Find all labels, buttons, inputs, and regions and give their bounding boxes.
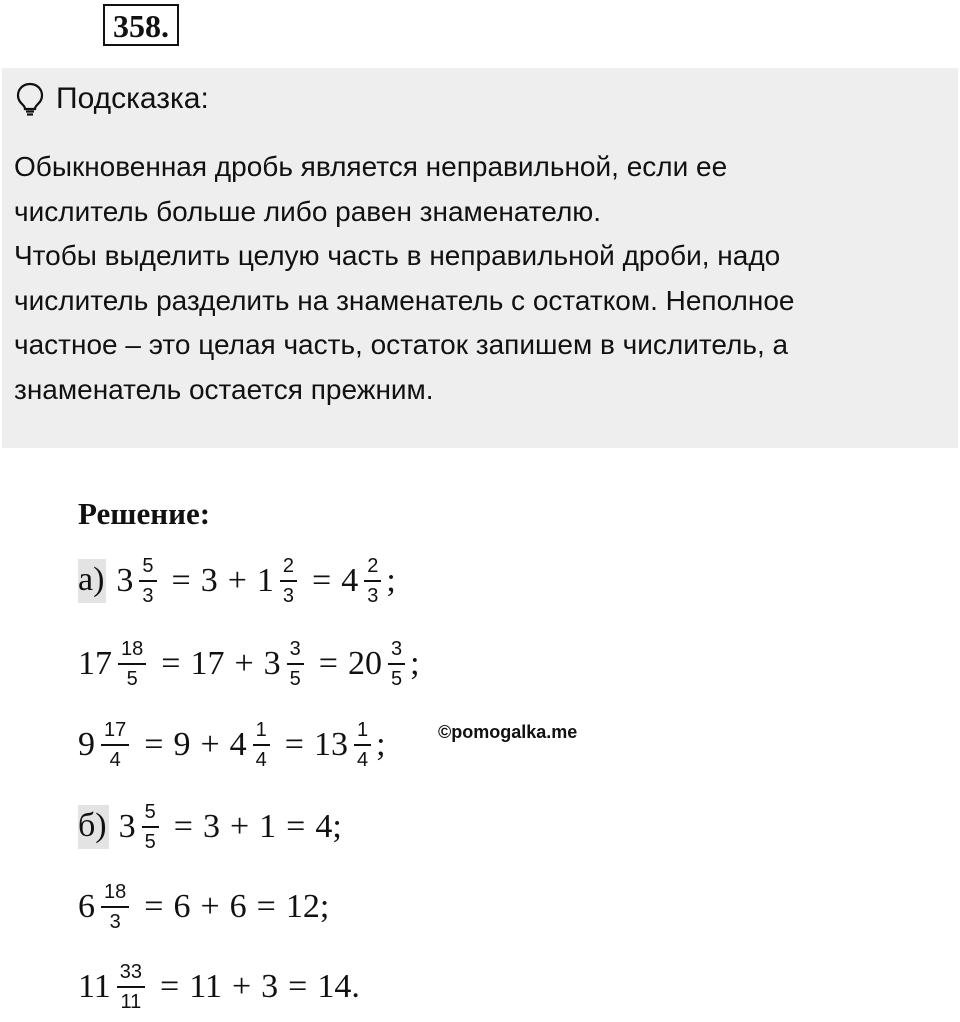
solution-title: Решение: [78,496,211,531]
equals-sign: = [171,562,191,599]
numerator: 33 [117,962,145,988]
denominator: 5 [390,668,403,690]
equals-sign: = [144,726,164,763]
denominator: 4 [255,749,267,771]
denominator: 3 [282,585,295,607]
numerator: 3 [287,639,304,665]
numerator: 1 [354,720,371,746]
result: 14 [317,968,352,1005]
numerator: 18 [118,639,146,665]
fraction [142,802,159,852]
numerator: 5 [142,802,159,828]
denominator: 5 [289,668,301,690]
denominator: 5 [126,668,138,690]
fraction [287,639,304,689]
numerator: 5 [139,556,156,582]
numerator: 3 [388,639,405,665]
watermark: ©pomogalka.me [438,722,578,742]
fraction [101,882,129,932]
term: 1 [259,808,277,845]
fraction [118,639,146,689]
hint-title: Подсказка: [56,82,209,115]
hint-box [2,68,958,448]
integer-part: 3 [200,562,218,599]
fraction [253,720,270,770]
equation-a1 [78,546,396,616]
equals-sign: = [173,808,193,845]
plus-sign: + [231,968,252,1005]
integer-part: 9 [173,726,191,763]
whole-part: 3 [116,562,134,599]
equals-sign: = [288,968,308,1005]
whole-part: 11 [78,968,111,1005]
denominator: 4 [109,749,121,771]
equation-a2 [78,629,420,699]
whole-part: 3 [263,645,281,682]
whole-part: 6 [78,888,95,925]
equals-sign: = [144,888,164,925]
fraction [364,556,381,606]
hint-line: числитель больше либо равен знаменателю. [14,195,602,227]
equals-sign: = [256,888,276,925]
terminator: ; [319,888,330,925]
plus-sign: + [227,562,247,599]
whole-part: 4 [341,562,359,599]
hint-text [14,145,949,412]
plus-sign: + [234,645,254,682]
whole-part: 17 [78,645,112,682]
plus-sign: + [200,888,220,925]
fraction [280,556,297,606]
equals-sign: = [284,726,304,763]
hint-header [16,82,209,116]
hint-line: Чтобы выделить целую часть в неправильной дроби, надо [14,240,781,271]
result: 4 [315,808,333,845]
term: 3 [202,808,220,845]
fraction [101,720,129,770]
equals-sign: = [312,562,332,599]
whole-part: 9 [78,726,95,763]
equation-b1 [78,792,342,862]
equals-sign: = [160,968,180,1005]
plus-sign: + [229,808,250,845]
plus-sign: + [200,726,220,763]
denominator: 3 [109,911,121,933]
numerator: 2 [364,556,381,582]
result: 12 [285,888,320,925]
terminator: ; [410,645,420,682]
terminator: ; [332,808,342,845]
equation-b2 [78,872,329,942]
numerator: 17 [101,720,129,746]
fraction [354,720,371,770]
whole-part: 20 [347,645,382,682]
lightbulb-icon [16,82,44,116]
numerator: 2 [280,556,297,582]
denominator: 5 [144,831,156,853]
terminator: ; [376,726,386,763]
whole-part: 1 [256,562,274,599]
fraction [139,556,156,606]
equals-sign: = [161,645,181,682]
equals-sign: = [318,645,338,682]
integer-part: 17 [190,645,225,682]
fraction [117,962,145,1012]
whole-part: 3 [118,808,136,845]
term: 6 [229,888,247,925]
term: 3 [261,968,279,1005]
part-label: а) [78,559,106,603]
denominator: 11 [120,991,142,1013]
denominator: 3 [367,585,379,607]
denominator: 3 [142,585,154,607]
equals-sign: = [286,808,306,845]
part-label: б) [78,805,109,849]
hint-line: знаменатель остается прежним. [14,373,434,405]
terminator: . [351,968,360,1005]
numerator: 1 [253,720,270,746]
terminator: ; [386,562,396,599]
denominator: 4 [356,749,369,771]
whole-part: 13 [313,726,348,763]
hint-line: числитель разделить на знаменатель с остатком. Неполное [14,284,795,316]
whole-part: 4 [229,726,247,763]
fraction [388,639,405,689]
problem-number: 358. [103,4,179,46]
equation-a3 [78,710,386,780]
numerator: 18 [101,882,129,908]
term: 11 [189,968,222,1005]
equation-b3 [78,952,360,1022]
hint-line: Обыкновенная дробь является неправильной, если ее [14,151,728,182]
hint-line: частное – это целая часть, остаток запишем в числитель, а [14,329,789,360]
term: 6 [173,888,191,925]
